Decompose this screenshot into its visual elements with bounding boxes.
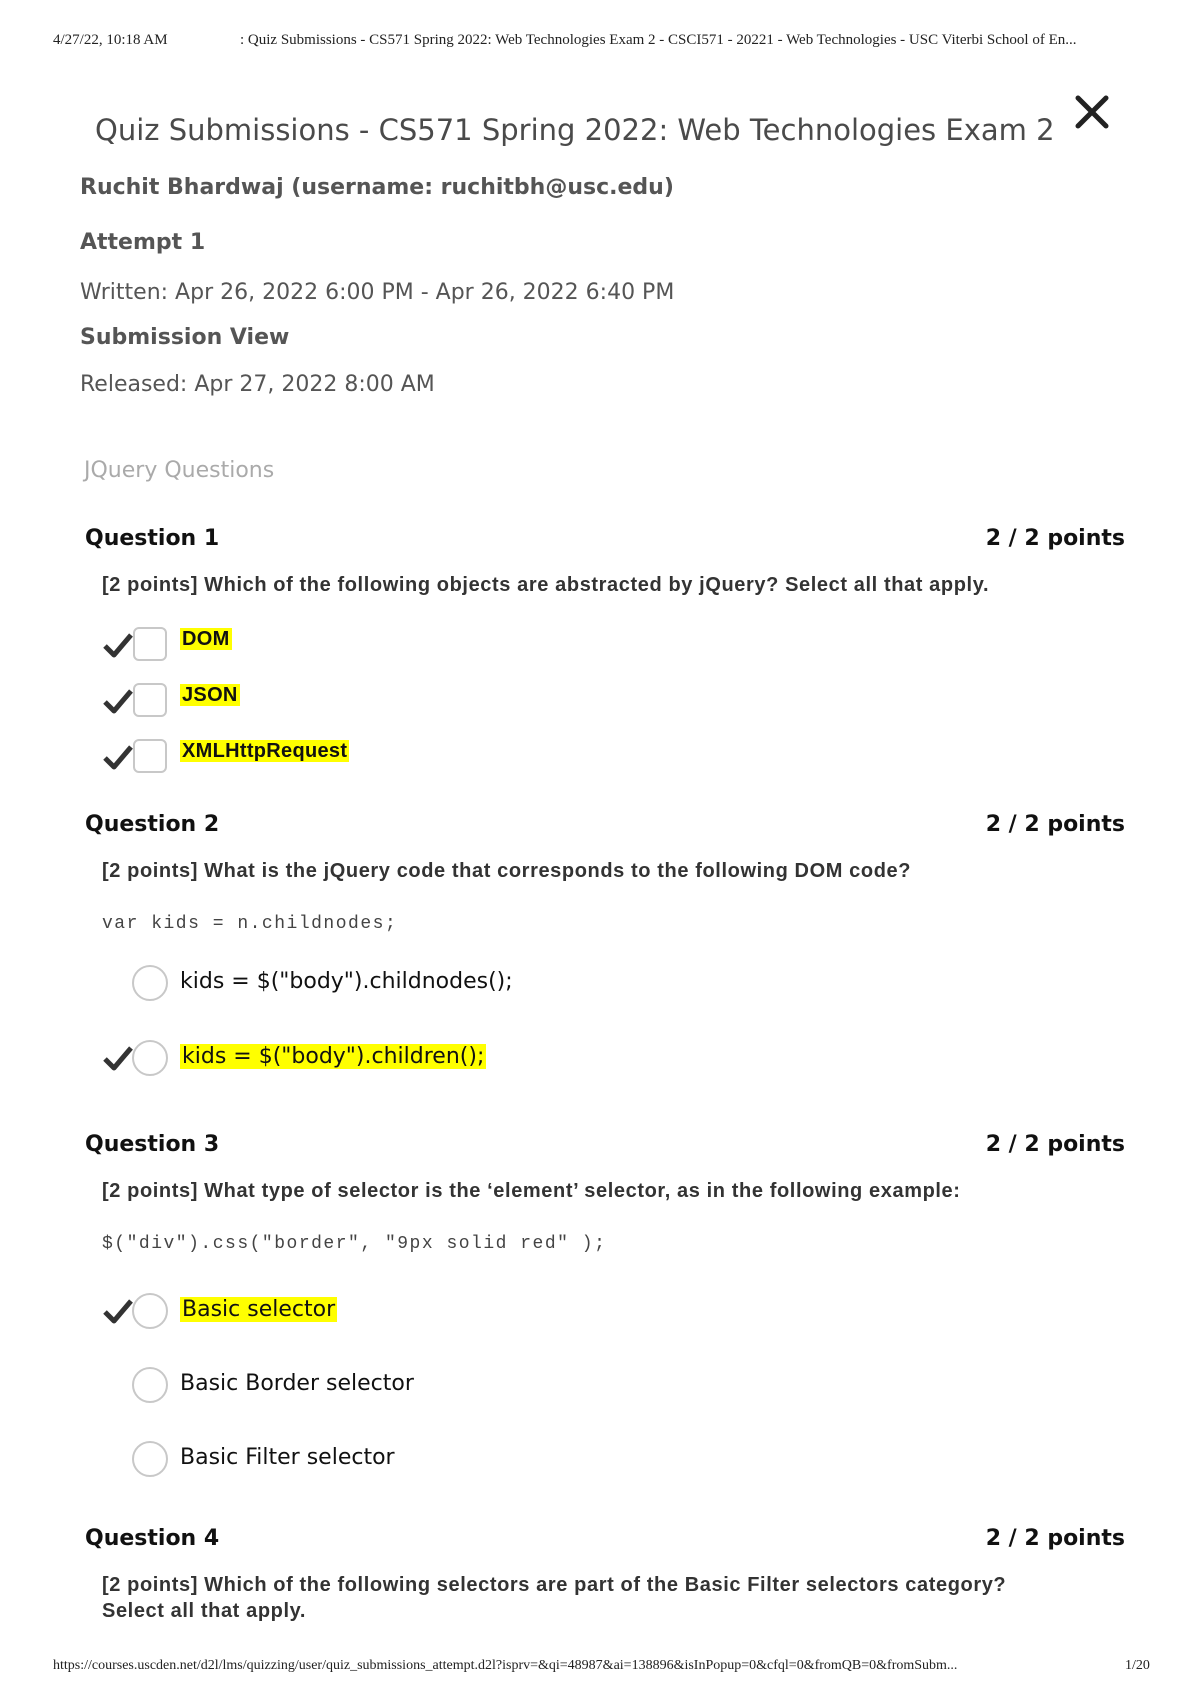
- q1-option-1-checkbox[interactable]: [133, 627, 167, 661]
- q2-option-1-radio[interactable]: [132, 965, 168, 1001]
- checkmark-icon: [103, 1045, 133, 1071]
- question-4-points: 2 / 2 points: [985, 1526, 1125, 1551]
- q3-option-2-label: Basic Border selector: [180, 1371, 414, 1396]
- section-title: JQuery Questions: [84, 458, 275, 483]
- submission-view-label: Submission View: [80, 325, 290, 350]
- checkmark-icon: [103, 632, 133, 658]
- close-icon: [1072, 92, 1112, 132]
- checkmark-icon: [103, 688, 133, 714]
- question-3-title: Question 3: [85, 1132, 220, 1157]
- user-info: Ruchit Bhardwaj (username: ruchitbh@usc.edu): [80, 175, 674, 200]
- question-4-title: Question 4: [85, 1526, 220, 1551]
- close-button[interactable]: [1072, 92, 1112, 132]
- q3-option-3-radio[interactable]: [132, 1441, 168, 1477]
- q1-option-3-label: XMLHttpRequest: [182, 740, 348, 762]
- question-2-title: Question 2: [85, 812, 220, 837]
- question-3-text: [2 points] What type of selector is the ‘element’ selector, as in the following example:: [102, 1180, 961, 1202]
- q1-option-1-label: DOM: [182, 628, 230, 650]
- written-time: Written: Apr 26, 2022 6:00 PM - Apr 26, 2022 6:40 PM: [80, 280, 675, 305]
- released-time: Released: Apr 27, 2022 8:00 AM: [80, 372, 435, 397]
- question-3-code: $("div").css("border", "9px solid red" );: [102, 1234, 607, 1254]
- print-datetime: 4/27/22, 10:18 AM: [53, 32, 168, 48]
- q2-option-2-label: kids = $("body").children();: [182, 1044, 485, 1069]
- print-url: https://courses.uscden.net/d2l/lms/quizzing/user/quiz_submissions_attempt.d2l?isprv=&qi=48987&ai=138896&isInPopup=0&cfql=0&fromQB=0&fromSubm...: [53, 1658, 958, 1673]
- q3-option-1-radio[interactable]: [132, 1293, 168, 1329]
- print-page-title: : Quiz Submissions - CS571 Spring 2022: Web Technologies Exam 2 - CSCI571 - 20221 - Web Technologies - USC Viterbi School of En...: [240, 32, 1077, 48]
- question-1-title: Question 1: [85, 526, 220, 551]
- question-4-text-line1: [2 points] Which of the following selectors are part of the Basic Filter selectors category?: [102, 1574, 1007, 1596]
- q2-option-1-label: kids = $("body").childnodes();: [180, 969, 513, 994]
- checkmark-icon: [103, 744, 133, 770]
- q2-option-2-radio[interactable]: [132, 1040, 168, 1076]
- question-2-code: var kids = n.childnodes;: [102, 914, 398, 934]
- q3-option-2-radio[interactable]: [132, 1367, 168, 1403]
- question-4-text-line2: Select all that apply.: [102, 1600, 307, 1622]
- q1-option-3-checkbox[interactable]: [133, 739, 167, 773]
- question-1-text: [2 points] Which of the following objects are abstracted by jQuery? Select all that apply.: [102, 574, 990, 596]
- question-2-points: 2 / 2 points: [985, 812, 1125, 837]
- attempt-label: Attempt 1: [80, 230, 206, 255]
- q3-option-1-label: Basic selector: [182, 1297, 336, 1322]
- page-title: Quiz Submissions - CS571 Spring 2022: Web Technologies Exam 2: [95, 113, 1055, 147]
- question-3-points: 2 / 2 points: [985, 1132, 1125, 1157]
- print-page-number: 1/20: [1125, 1658, 1150, 1673]
- question-1-points: 2 / 2 points: [985, 526, 1125, 551]
- checkmark-icon: [103, 1298, 133, 1324]
- q3-option-3-label: Basic Filter selector: [180, 1445, 395, 1470]
- q1-option-2-checkbox[interactable]: [133, 683, 167, 717]
- q1-option-2-label: JSON: [182, 684, 238, 706]
- question-2-text: [2 points] What is the jQuery code that corresponds to the following DOM code?: [102, 860, 912, 882]
